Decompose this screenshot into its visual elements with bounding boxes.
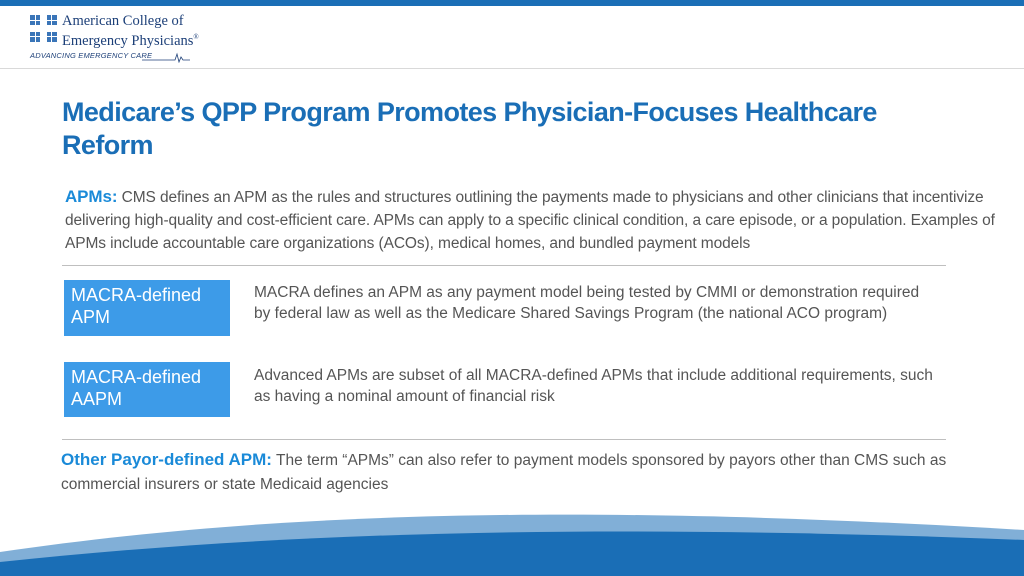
macra-apm-description: MACRA defines an APM as any payment model being tested by CMMI or demonstration required by federal law as well as the Medicare Shared Savings Program (the national ACO program) bbox=[254, 284, 920, 322]
macra-apm-box: MACRA-defined APM bbox=[64, 280, 230, 336]
other-payor-label: Other Payor-defined APM: bbox=[61, 450, 272, 469]
macra-aapm-box: MACRA-defined AAPM bbox=[64, 362, 230, 417]
grid-cross-icon bbox=[30, 15, 57, 42]
divider-bottom bbox=[62, 439, 946, 440]
footer-wave bbox=[0, 500, 1024, 576]
organization-name-line2: Emergency Physicians bbox=[62, 32, 194, 49]
registered-mark: ® bbox=[193, 33, 199, 41]
apms-text: CMS defines an APM as the rules and structures outlining the payments made to physicians and other clinicians that incentivize delivering high-quality and cost-efficient care. APMs can apply to a specific clinical condition, a care episode, or a population. Examples of APMs include accountable care organizations (ACOs), medical homes, and bundled payment models bbox=[65, 189, 995, 252]
organization-tagline: ADVANCING EMERGENCY CARE bbox=[30, 51, 153, 60]
apms-label: APMs: bbox=[65, 187, 118, 206]
macra-aapm-description: Advanced APMs are subset of all MACRA-defined APMs that include additional requirements, such as having a nominal amount of financial risk bbox=[254, 367, 933, 405]
other-payor-text: The term “APMs” can also refer to payment models sponsored by payors other than CMS such as commercial insurers or state Medicaid agencies bbox=[61, 452, 947, 493]
organization-name-line1: American College of bbox=[62, 13, 184, 29]
organization-name bbox=[62, 13, 199, 49]
apms-paragraph bbox=[65, 185, 1000, 255]
header bbox=[0, 6, 1024, 69]
divider-top bbox=[62, 265, 946, 266]
other-payor-paragraph bbox=[61, 448, 991, 497]
heartbeat-line-icon bbox=[142, 51, 190, 63]
slide-title: Medicare’s QPP Program Promotes Physician-Focuses Healthcare Reform bbox=[62, 97, 877, 160]
